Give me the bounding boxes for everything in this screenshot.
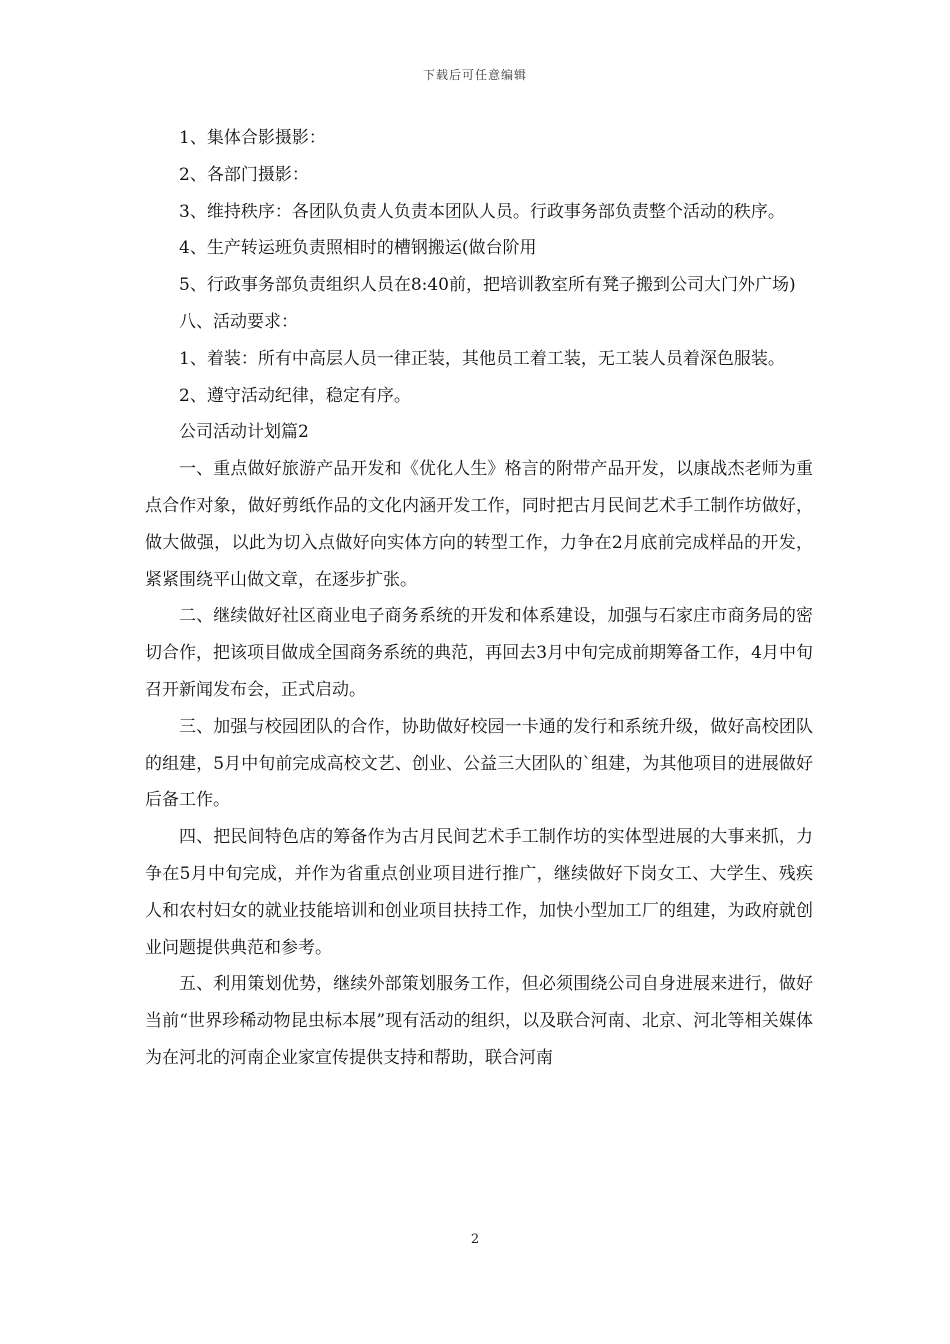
page-header: 下载后可任意编辑	[422, 68, 527, 82]
paragraph-14: 五、利用策划优势，继续外部策划服务工作，但必须围绕公司自身进展来进行，做好当前“世界珍稀动物昆虫标本展”现有活动的组织，以及联合河南、北京、河北等相关媒体为在河北的河南企业家宣传提供支持和帮助，联合河南	[145, 974, 813, 1068]
section-heading-requirements: 八、活动要求：	[179, 311, 298, 332]
paragraph-4: 4、生产转运班负责照相时的槽钢搬运(做台阶用	[179, 238, 537, 259]
paragraph-3: 3、维持秩序：各团队负责人负责本团队人员。行政事务部负责整个活动的秩序。	[179, 201, 785, 222]
paragraph-12: 三、加强与校园团队的合作，协助做好校园一卡通的发行和系统升级，做好高校团队的组建，5月中旬前完成高校文艺、创业、公益三大团队的`组建，为其他项目的进展做好后备工作。	[145, 716, 813, 811]
paragraph-5: 5、行政事务部负责组织人员在8:40前，把培训教室所有凳子搬到公司大门外广场)	[179, 275, 796, 296]
paragraph-11: 二、继续做好社区商业电子商务系统的开发和体系建设，加强与石家庄市商务局的密切合作，把该项目做成全国商务系统的典范，再回去3月中旬完成前期筹备工作，4月中旬召开新闻发布会，正式启动。	[145, 606, 813, 700]
paragraph-2: 2、各部门摄影：	[179, 164, 309, 185]
paragraph-10: 一、重点做好旅游产品开发和《优化人生》格言的附带产品开发，以康战杰老师为重点合作对象，做好剪纸作品的文化内涵开发工作，同时把古月民间艺术手工制作坊做好，做大做强，以此为切入点做好向实体方向的转型工作，力争在2月底前完成样品的开发，紧紧围绕平山做文章，在逐步扩张。	[145, 459, 813, 590]
paragraph-8: 2、遵守活动纪律，稳定有序。	[179, 385, 411, 406]
section-heading-plan-2: 公司活动计划篇2	[179, 422, 309, 443]
paragraph-13: 四、把民间特色店的筹备作为古月民间艺术手工制作坊的实体型进展的大事来抓，力争在5月中旬完成，并作为省重点创业项目进行推广，继续做好下岗女工、大学生、残疾人和农村妇女的就业技能培训和创业项目扶持工作，加快小型加工厂的组建，为政府就创业问题提供典范和参考。	[145, 827, 813, 958]
document-body	[145, 120, 813, 1077]
page-number: 2	[470, 1232, 480, 1247]
paragraph-1: 1、集体合影摄影：	[179, 128, 326, 148]
paragraph-7: 1、着装：所有中高层人员一律正装，其他员工着工装，无工装人员着深色服装。	[179, 348, 785, 369]
